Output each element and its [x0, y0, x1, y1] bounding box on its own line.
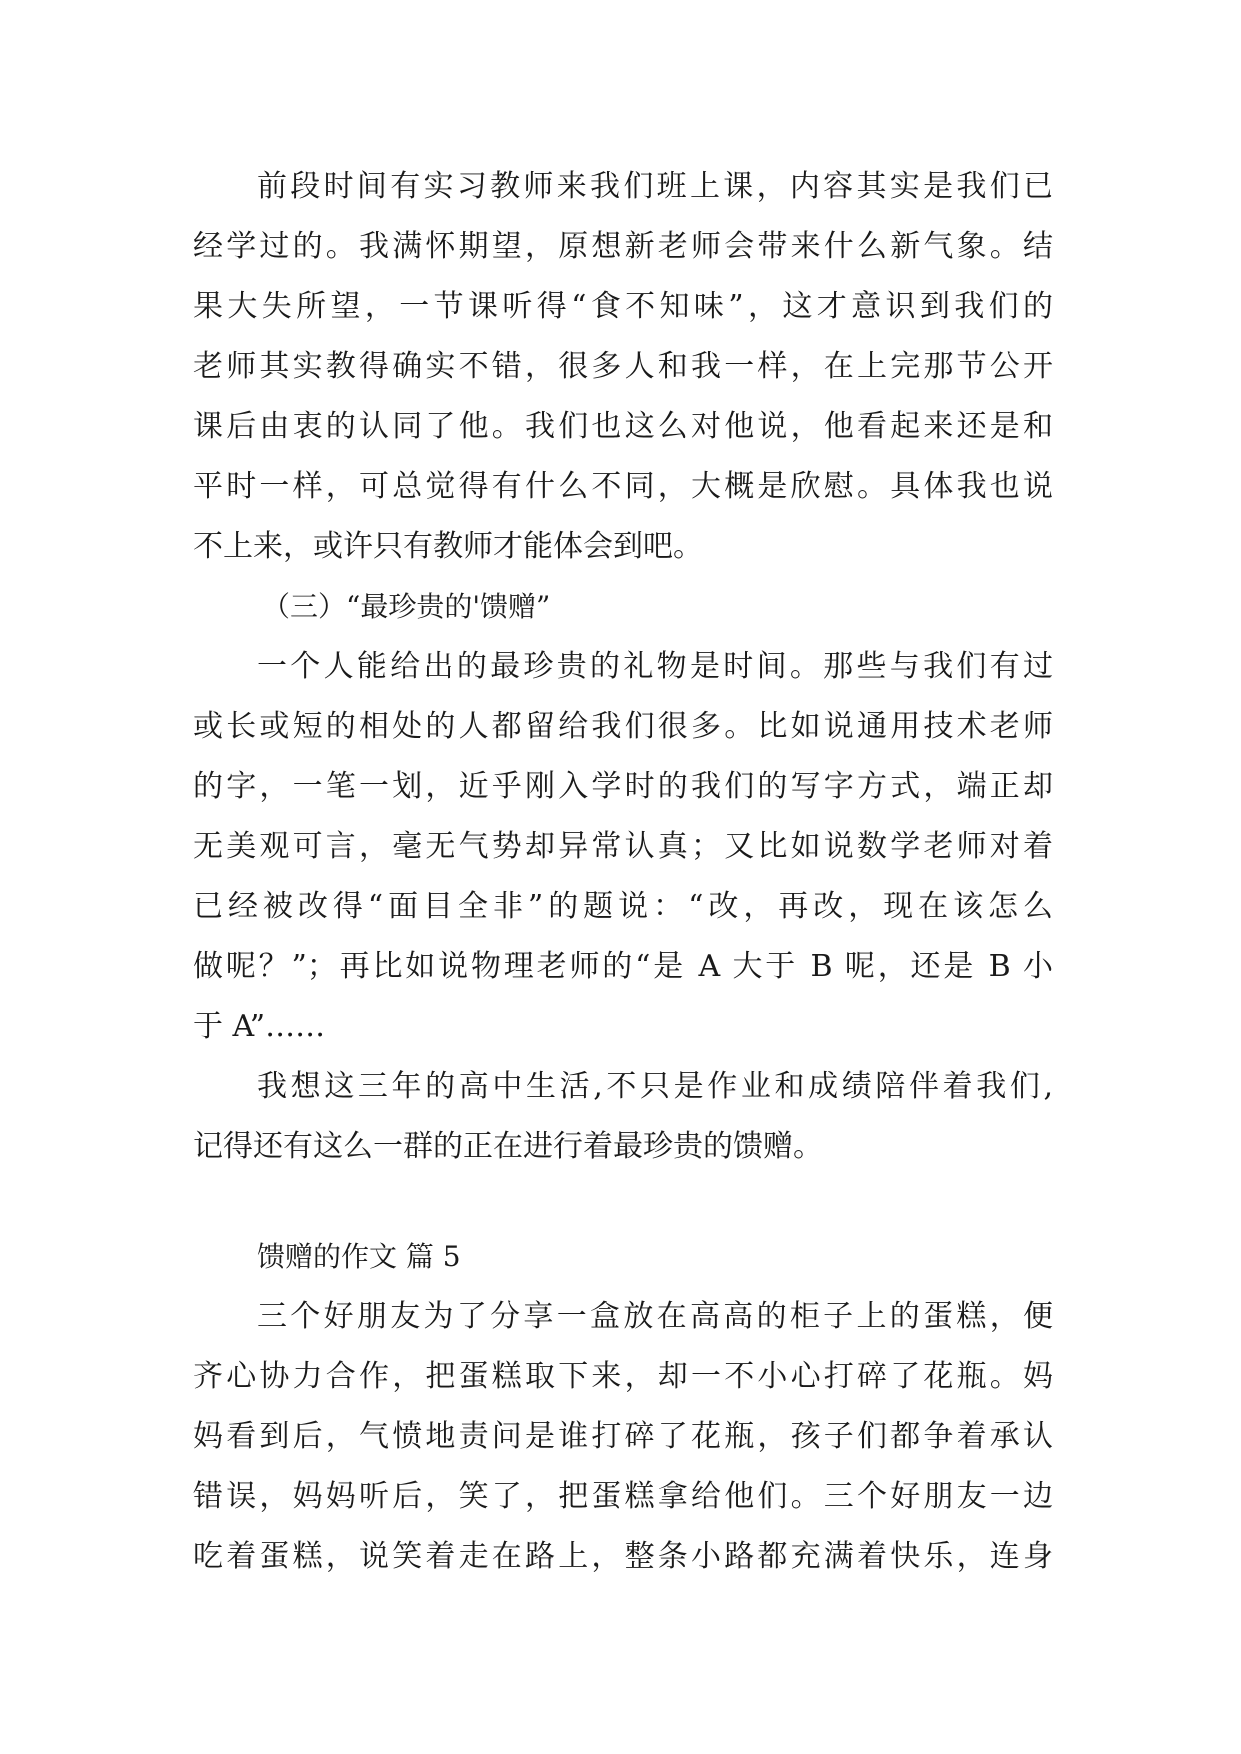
- paragraph-1-line-5: 课后由衷的认同了他。我们也这么对他说，他看起来还是和: [193, 409, 1053, 444]
- paragraph-2-line-2: 或长或短的相处的人都留给我们很多。比如说通用技术老师: [193, 709, 1053, 744]
- paragraph-2-line-5: 已经被改得“面目全非”的题说：“改，再改，现在该怎么: [193, 889, 1053, 924]
- paragraph-2-line-1: 一个人能给出的最珍贵的礼物是时间。那些与我们有过: [257, 649, 1053, 684]
- paragraph-4-line-3: 妈看到后，气愤地责问是谁打碎了花瓶，孩子们都争着承认: [193, 1419, 1053, 1454]
- section-heading: （三）“最珍贵的'馈赠”: [262, 590, 551, 623]
- paragraph-2-line-4: 无美观可言，毫无气势却异常认真；又比如说数学老师对着: [193, 829, 1053, 864]
- paragraph-2-line-7: 于 A”……: [193, 1009, 326, 1044]
- paragraph-1-line-3: 果大失所望，一节课听得“食不知味”，这才意识到我们的: [193, 289, 1053, 324]
- paragraph-1-line-4: 老师其实教得确实不错，很多人和我一样，在上完那节公开: [193, 349, 1053, 384]
- paragraph-4-line-5: 吃着蛋糕，说笑着走在路上，整条小路都充满着快乐，连身: [193, 1539, 1053, 1574]
- paragraph-4-line-1: 三个好朋友为了分享一盒放在高高的柜子上的蛋糕，便: [257, 1299, 1053, 1334]
- paragraph-3-line-1: 我想这三年的高中生活,不只是作业和成绩陪伴着我们,: [257, 1069, 1053, 1104]
- paragraph-1-line-7: 不上来，或许只有教师才能体会到吧。: [193, 529, 703, 564]
- paragraph-3-line-2: 记得还有这么一群的正在进行着最珍贵的馈赠。: [193, 1129, 823, 1164]
- paragraph-2-line-3: 的字，一笔一划，近乎刚入学时的我们的写字方式，端正却: [193, 769, 1053, 804]
- paragraph-4-line-4: 错误，妈妈听后，笑了，把蛋糕拿给他们。三个好朋友一边: [193, 1479, 1053, 1514]
- paragraph-1-line-1: 前段时间有实习教师来我们班上课，内容其实是我们已: [257, 169, 1053, 204]
- paragraph-1-line-2: 经学过的。我满怀期望，原想新老师会带来什么新气象。结: [193, 229, 1053, 264]
- essay-title: 馈赠的作文 篇 5: [257, 1240, 461, 1273]
- paragraph-1-line-6: 平时一样，可总觉得有什么不同，大概是欣慰。具体我也说: [193, 469, 1053, 504]
- paragraph-2-line-6: 做呢？”；再比如说物理老师的“是 A 大于 B 呢，还是 B 小: [193, 949, 1053, 984]
- paragraph-4-line-2: 齐心协力合作，把蛋糕取下来，却一不小心打碎了花瓶。妈: [193, 1359, 1053, 1394]
